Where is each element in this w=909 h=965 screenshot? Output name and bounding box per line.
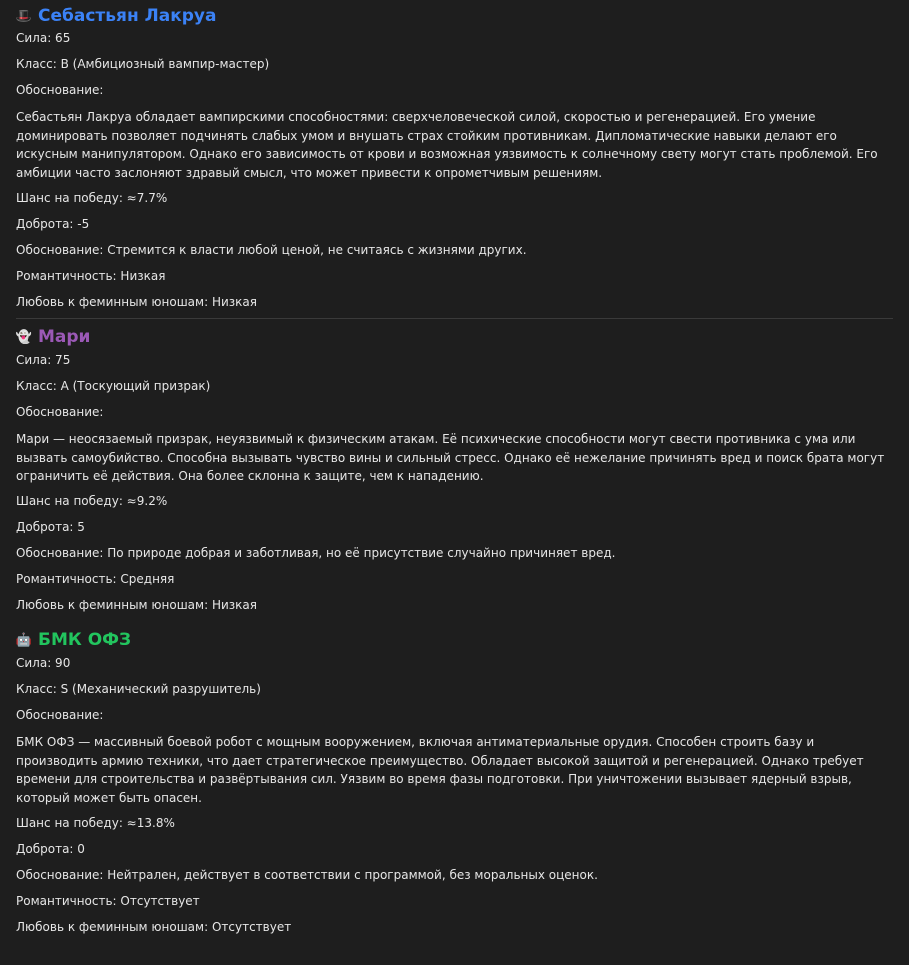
ghost-icon: 👻 — [15, 330, 33, 346]
kindness-reason: Обоснование: По природе добрая и заботливая, но её присутствие случайно причиняет вред. — [16, 545, 616, 560]
kindness: Доброта: 0 — [16, 841, 85, 856]
romance: Романтичность: Низкая — [16, 268, 166, 283]
character-name: Мари — [38, 327, 91, 348]
kindness: Доброта: 5 — [16, 519, 85, 534]
divider — [16, 318, 893, 319]
character-description: Себастьян Лакруа обладает вампирскими способностями: сверхчеловеческой силой, скоростью и регенерацией. Его умение доминировать позволяет подчинять слабых умом и внушать страх стойким противникам. Дипломатические навыки делают его искусным манипулятором. Однако его зависимость от крови и возможная уязвимость к солнечному свету могут стать проблемой. Его амбиции часто заслоняют здравый смысл, что может привести к опрометчивым решениям. — [16, 110, 878, 181]
character-description: БМК ОФЗ — массивный боевой робот с мощным вооружением, включая антиматериальные орудия. Способен строить базу и производить армию техники, что дает стратегическое преимущество. Обладает высокой защитой и регенерацией. Однако требует времени для строительства и развёртывания сил. Уязвим во время фазы подготовки. При уничтожении вызывает ядерный взрыв, который может быть опасен. — [16, 734, 864, 806]
character-title-row — [16, 629, 893, 653]
kindness-reason: Обоснование: Нейтрален, действует в соответствии с программой, без моральных оценок. — [16, 867, 598, 882]
feminine-love: Любовь к феминным юношам: Низкая — [16, 294, 257, 309]
character-card-bmk-ofz — [16, 629, 893, 936]
character-class: Класс: A (Тоскующий призрак) — [16, 378, 211, 393]
character-title-row — [16, 4, 893, 28]
character-name: БМК ОФЗ — [38, 630, 132, 651]
romance: Романтичность: Средняя — [16, 571, 175, 586]
rationale-label: Обоснование: — [16, 404, 104, 419]
character-strength: Сила: 75 — [16, 352, 71, 367]
top-hat-icon: 🎩 — [15, 8, 33, 24]
feminine-love: Любовь к феминным юношам: Низкая — [16, 597, 257, 612]
kindness-reason: Обоснование: Стремится к власти любой ценой, не считаясь с жизнями других. — [16, 242, 527, 257]
character-title-row — [16, 326, 893, 350]
rationale-label: Обоснование: — [16, 707, 104, 722]
robot-icon: 🤖 — [15, 633, 33, 649]
character-class: Класс: S (Механический разрушитель) — [16, 681, 261, 696]
win-chance: Шанс на победу: ≈7.7% — [16, 190, 168, 205]
romance: Романтичность: Отсутствует — [16, 893, 200, 908]
character-name: Себастьян Лакруа — [38, 5, 217, 26]
character-description: Мари — неосязаемый призрак, неуязвимый к физическим атакам. Её психические способности могут свести противника с ума или вызвать самоубийство. Способна вызывать чувство вины и сильный стресс. Однако её нежелание причинять вред и поиск брата могут ограничить её действия. Она более склонна к защите, чем к нападению. — [16, 431, 885, 484]
win-chance: Шанс на победу: ≈9.2% — [16, 493, 168, 508]
character-strength: Сила: 90 — [16, 655, 71, 670]
divider — [16, 621, 893, 622]
feminine-love: Любовь к феминным юношам: Отсутствует — [16, 919, 292, 934]
rationale-label: Обоснование: — [16, 83, 104, 97]
character-strength: Сила: 65 — [16, 31, 71, 45]
kindness: Доброта: -5 — [16, 216, 90, 231]
character-class: Класс: B (Амбициозный вампир-мастер) — [16, 57, 270, 71]
character-card-sebastian — [16, 4, 893, 311]
win-chance: Шанс на победу: ≈13.8% — [16, 815, 175, 830]
character-card-mari — [16, 326, 893, 614]
